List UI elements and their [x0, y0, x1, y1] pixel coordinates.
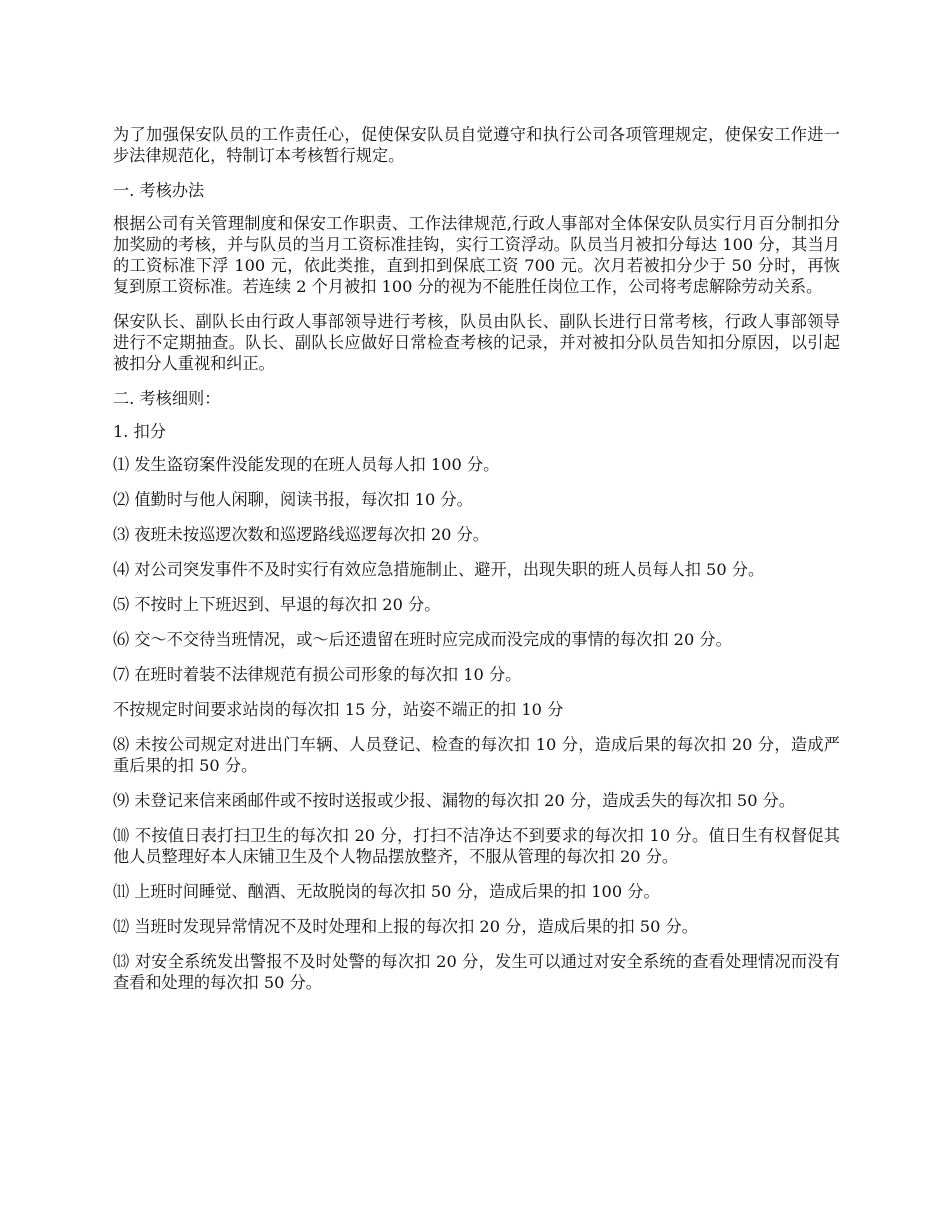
- rule-item-8: ⑻ 未按公司规定对进出门车辆、人员登记、检查的每次扣 10 分，造成后果的每次扣 20 分，造成严重后果的扣 50 分。: [113, 735, 840, 775]
- section-heading-assessment-method: 一. 考核办法: [113, 181, 205, 200]
- assessment-method-paragraph: 根据公司有关管理制度和保安工作职责、工作法律规范,行政人事部对全体保安队员实行月百分制扣分加奖励的考核，并与队员的当月工资标准挂钩，实行工资浮动。队员当月被扣分每达 100 分，其当月的工资标准下浮 100 元，依此类推，直到扣到保底工资 700 元。次月若被扣分少于 50 分时，再恢复到原工资标准。若连续 2 个月被扣 100 分的视为不能胜任岗位工作，公司将考虑解除劳动关系。: [113, 214, 840, 296]
- rule-item-9: ⑼ 未登记来信来函邮件或不按时送报或少报、漏物的每次扣 20 分，造成丢失的每次扣 50 分。: [113, 791, 796, 810]
- intro-paragraph: 为了加强保安队员的工作责任心，促使保安队员自觉遵守和执行公司各项管理规定，使保安工作进一步法律规范化，特制订本考核暂行规定。: [113, 125, 840, 165]
- rule-item-11: ⑾ 上班时间睡觉、酗酒、无故脱岗的每次扣 50 分，造成后果的扣 100 分。: [113, 882, 660, 901]
- rule-item-2: ⑵ 值勤时与他人闲聊，阅读书报，每次扣 10 分。: [113, 490, 473, 509]
- assessment-responsibility-paragraph: 保安队长、副队长由行政人事部领导进行考核，队员由队长、副队长进行日常考核，行政人事部领导进行不定期抽查。队长、副队长应做好日常检查考核的记录，并对被扣分队员告知扣分原因，以引起被扣分人重视和纠正。: [113, 312, 840, 373]
- rule-item-10: ⑽ 不按值日表打扫卫生的每次扣 20 分，打扫不洁净达不到要求的每次扣 10 分。值日生有权督促其他人员整理好本人床铺卫生及个人物品摆放整齐，不服从管理的每次扣 20 分。: [113, 826, 840, 866]
- rule-item-4: ⑷ 对公司突发事件不及时实行有效应急措施制止、避开，出现失职的班人员每人扣 50 分。: [113, 560, 765, 579]
- rule-item-5: ⑸ 不按时上下班迟到、早退的每次扣 20 分。: [113, 595, 441, 614]
- rule-item-3: ⑶ 夜班未按巡逻次数和巡逻路线巡逻每次扣 20 分。: [113, 525, 489, 544]
- rule-item-7: ⑺ 在班时着装不法律规范有损公司形象的每次扣 10 分。: [113, 665, 522, 684]
- document-body: [113, 124, 840, 1007]
- section-heading-assessment-rules: 二. 考核细则：: [113, 389, 221, 408]
- rule-item-13: ⒀ 对安全系统发出警报不及时处警的每次扣 20 分，发生可以通过对安全系统的查看处理情况而没有查看和处理的每次扣 50 分。: [113, 952, 840, 992]
- rule-item-12: ⑿ 当班时发现异常情况不及时处理和上报的每次扣 20 分，造成后果的扣 50 分。: [113, 917, 698, 936]
- rule-item-6: ⑹ 交～不交待当班情况，或～后还遗留在班时应完成而没完成的事情的每次扣 20 分。: [113, 630, 732, 649]
- rule-item-1: ⑴ 发生盗窃案件没能发现的在班人员每人扣 100 分。: [113, 455, 500, 474]
- subsection-heading-deductions: 1. 扣分: [113, 422, 166, 441]
- rule-item-7-extra: 不按规定时间要求站岗的每次扣 15 分，站姿不端正的扣 10 分: [113, 700, 564, 719]
